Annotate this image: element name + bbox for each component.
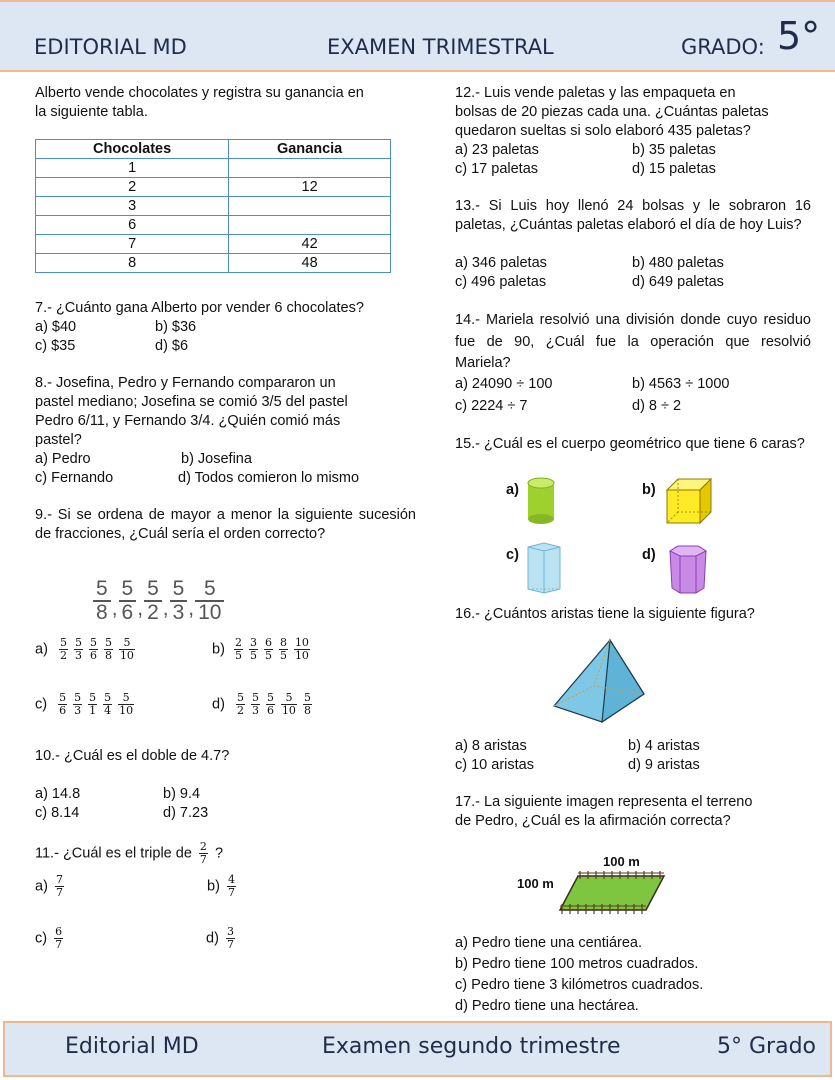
numerator: 5 bbox=[144, 578, 162, 602]
q17-question-line-2: de Pedro, ¿Cuál es la afirmación correcta? bbox=[455, 813, 731, 829]
q16-option-b[interactable]: b) 4 aristas bbox=[628, 738, 700, 754]
footer-exam-name: Examen segundo trimestre bbox=[322, 1034, 621, 1059]
numerator: 2 bbox=[199, 840, 207, 853]
fraction bbox=[73, 692, 82, 717]
page-header bbox=[0, 0, 835, 72]
denominator: 7 bbox=[227, 886, 235, 899]
q10-option-a[interactable]: a) 14.8 bbox=[35, 786, 81, 802]
denominator: 7 bbox=[226, 938, 234, 951]
table-cell bbox=[229, 159, 391, 178]
denominator: 1 bbox=[89, 704, 97, 717]
q7-option-a[interactable]: a) $40 bbox=[35, 319, 77, 335]
numerator: 3 bbox=[226, 925, 234, 938]
denominator: 10 bbox=[281, 704, 296, 717]
numerator: 5 bbox=[303, 691, 311, 704]
numerator: 5 bbox=[93, 578, 111, 602]
numerator: 5 bbox=[251, 691, 259, 704]
numerator: 5 bbox=[281, 692, 297, 705]
numerator: 5 bbox=[89, 636, 97, 649]
q11-question bbox=[35, 841, 223, 866]
table-cell: 2 bbox=[36, 178, 229, 197]
q12-question-line-1: 12.- Luis vende paletas y las empaqueta en bbox=[455, 85, 736, 101]
q14-option-a[interactable]: a) 24090 ÷ 100 bbox=[455, 376, 553, 392]
denominator: 5 bbox=[234, 649, 242, 662]
fraction bbox=[294, 637, 310, 662]
q8-question-line-3: Pedro 6/11, y Fernando 3/4. ¿Quién comió más bbox=[35, 413, 341, 429]
denominator: 3 bbox=[74, 649, 82, 662]
q11-option-b-label: b) bbox=[207, 878, 220, 895]
fraction bbox=[234, 637, 243, 662]
denominator: 2 bbox=[236, 704, 244, 717]
q11-option-c-fraction bbox=[54, 926, 63, 951]
denominator: 10 bbox=[198, 601, 222, 624]
q13-option-a[interactable]: a) 346 paletas bbox=[455, 255, 547, 271]
fraction bbox=[104, 637, 113, 662]
q16-option-d[interactable]: d) 9 aristas bbox=[628, 757, 700, 773]
fraction bbox=[119, 637, 135, 662]
q17-dimension-left: 100 m bbox=[517, 876, 554, 891]
q11-option-a-fraction bbox=[55, 874, 64, 899]
q9-option-b-label: b) bbox=[212, 641, 225, 658]
table-cell: 12 bbox=[229, 178, 391, 197]
denominator: 6 bbox=[59, 704, 67, 717]
q17-option-c[interactable]: c) Pedro tiene 3 kilómetros cuadrados. bbox=[455, 977, 704, 993]
q11-option-b[interactable] bbox=[207, 874, 239, 899]
q16-option-a[interactable]: a) 8 aristas bbox=[455, 738, 527, 754]
q11-question-fraction bbox=[199, 841, 208, 866]
q12-question-line-2: bolsas de 20 piezas cada una. ¿Cuántas paletas bbox=[455, 104, 769, 120]
q8-option-a[interactable]: a) Pedro bbox=[35, 451, 91, 467]
table-cell: 6 bbox=[36, 216, 229, 235]
q9-option-a[interactable] bbox=[35, 637, 138, 662]
fraction bbox=[249, 637, 258, 662]
q9-question: 9.- Si se ordena de mayor a menor la siguiente sucesión de fracciones, ¿Cuál sería el orden correcto? bbox=[35, 507, 416, 542]
header-title: EXAMEN TRIMESTRAL bbox=[327, 35, 554, 59]
q9-option-c[interactable] bbox=[35, 692, 137, 717]
denominator: 7 bbox=[55, 938, 63, 951]
q9-option-d-fractions bbox=[233, 691, 315, 717]
page-footer bbox=[3, 1021, 832, 1077]
denominator: 5 bbox=[264, 649, 272, 662]
q17-option-a[interactable]: a) Pedro tiene una centiárea. bbox=[455, 935, 643, 951]
table-row bbox=[36, 254, 391, 273]
numerator: 5 bbox=[104, 636, 112, 649]
cube-icon[interactable] bbox=[664, 476, 714, 526]
numerator: 5 bbox=[266, 691, 274, 704]
q14-option-c[interactable]: c) 2224 ÷ 7 bbox=[455, 398, 528, 414]
q7-question: 7.- ¿Cuánto gana Alberto por vender 6 chocolates? bbox=[35, 300, 364, 316]
cylinder-icon[interactable] bbox=[526, 477, 556, 525]
q16-question: 16.- ¿Cuántos aristas tiene la siguiente figura? bbox=[455, 606, 755, 622]
q13-option-c[interactable]: c) 496 paletas bbox=[455, 274, 547, 290]
q11-option-a[interactable] bbox=[35, 874, 67, 899]
q9-option-c-fractions bbox=[55, 691, 137, 717]
denominator: 7 bbox=[55, 886, 63, 899]
denominator: 7 bbox=[199, 853, 207, 866]
q15-question: 15.- ¿Cuál es el cuerpo geométrico que tiene 6 caras? bbox=[455, 436, 805, 452]
table-cell: 3 bbox=[36, 197, 229, 216]
fraction bbox=[59, 637, 68, 662]
q10-question: 10.- ¿Cuál es el doble de 4.7? bbox=[35, 748, 230, 764]
numerator: 5 bbox=[74, 691, 82, 704]
table-cell: 7 bbox=[36, 235, 229, 254]
fraction bbox=[279, 637, 288, 662]
denominator: 6 bbox=[89, 649, 97, 662]
q12-option-c[interactable]: c) 17 paletas bbox=[455, 161, 539, 177]
q17-question-line-1: 17.- La siguiente imagen representa el terreno bbox=[455, 794, 753, 810]
q11-option-a-label: a) bbox=[35, 878, 48, 895]
fraction bbox=[195, 578, 224, 624]
q12-option-d[interactable]: d) 15 paletas bbox=[632, 161, 716, 177]
q9-option-b-fractions bbox=[231, 636, 313, 662]
q17-option-b[interactable]: b) Pedro tiene 100 metros cuadrados. bbox=[455, 956, 699, 972]
q15-option-c-label[interactable]: c) bbox=[506, 547, 519, 563]
denominator: 10 bbox=[119, 649, 134, 662]
square-pyramid-figure bbox=[552, 638, 646, 724]
q8-question-line-4: pastel? bbox=[35, 432, 82, 448]
q11-option-d[interactable] bbox=[206, 926, 238, 951]
q10-option-c[interactable]: c) 8.14 bbox=[35, 805, 80, 821]
table-header-ganancia: Ganancia bbox=[229, 140, 391, 159]
q14-option-b[interactable]: b) 4563 ÷ 1000 bbox=[632, 376, 730, 392]
q11-option-d-fraction bbox=[226, 926, 235, 951]
q11-option-b-fraction bbox=[227, 874, 236, 899]
denominator: 2 bbox=[59, 649, 67, 662]
q8-option-d[interactable]: d) Todos comieron lo mismo bbox=[178, 470, 360, 486]
table-row bbox=[36, 216, 391, 235]
q7-option-c[interactable]: c) $35 bbox=[35, 338, 76, 354]
comma: , bbox=[111, 597, 118, 620]
q15-option-d-label[interactable]: d) bbox=[642, 547, 656, 563]
q8-question-line-1: 8.- Josefina, Pedro y Fernando compararon un bbox=[35, 375, 336, 391]
numerator: 10 bbox=[294, 636, 309, 649]
q10-option-b[interactable]: b) 9.4 bbox=[163, 786, 201, 802]
q12-option-a[interactable]: a) 23 paletas bbox=[455, 142, 539, 158]
denominator: 4 bbox=[104, 704, 112, 717]
q7-option-b[interactable]: b) $36 bbox=[155, 319, 197, 335]
numerator: 6 bbox=[264, 636, 272, 649]
q17-dimension-top: 100 m bbox=[603, 854, 640, 869]
numerator: 8 bbox=[279, 636, 287, 649]
numerator: 5 bbox=[59, 691, 67, 704]
numerator: 5 bbox=[89, 691, 97, 704]
comma: , bbox=[162, 597, 169, 620]
q9-option-d[interactable] bbox=[212, 692, 315, 717]
q7-option-d[interactable]: d) $6 bbox=[155, 338, 189, 354]
numerator: 5 bbox=[236, 691, 244, 704]
q11-question-mark: ? bbox=[214, 845, 224, 862]
denominator: 3 bbox=[172, 601, 185, 624]
denominator: 8 bbox=[104, 649, 112, 662]
numerator: 7 bbox=[55, 873, 63, 886]
table-cell: 42 bbox=[229, 235, 391, 254]
q11-option-d-label: d) bbox=[206, 930, 219, 947]
fraction bbox=[303, 692, 312, 717]
fraction bbox=[251, 692, 260, 717]
q17-option-d[interactable]: d) Pedro tiene una hectárea. bbox=[455, 998, 639, 1014]
denominator: 6 bbox=[266, 704, 274, 717]
denominator: 8 bbox=[96, 601, 108, 624]
fraction bbox=[74, 637, 83, 662]
denominator: 6 bbox=[121, 601, 134, 624]
denominator: 2 bbox=[147, 601, 159, 624]
table-cell: 48 bbox=[229, 254, 391, 273]
q16-option-c[interactable]: c) 10 aristas bbox=[455, 757, 534, 773]
q9-fraction-sequence bbox=[92, 578, 225, 624]
q11-option-c-label: c) bbox=[35, 930, 48, 947]
numerator: 5 bbox=[119, 578, 137, 602]
comma: , bbox=[137, 597, 144, 620]
fraction bbox=[281, 692, 297, 717]
q10-option-d[interactable]: d) 7.23 bbox=[163, 805, 209, 821]
q11-option-c[interactable] bbox=[35, 926, 66, 951]
q8-option-c[interactable]: c) Fernando bbox=[35, 470, 114, 486]
fraction bbox=[103, 692, 112, 717]
fraction bbox=[144, 578, 162, 624]
denominator: 10 bbox=[119, 704, 134, 717]
numerator: 5 bbox=[104, 691, 112, 704]
fraction bbox=[89, 637, 98, 662]
footer-publisher: Editorial MD bbox=[65, 1034, 199, 1059]
q9-option-b[interactable] bbox=[212, 637, 313, 662]
numerator: 3 bbox=[249, 636, 257, 649]
fenced-land-figure bbox=[556, 870, 668, 918]
fraction bbox=[266, 692, 275, 717]
q14-question: 14.- Mariela resolvió una división donde cuyo residuo fue de 90, ¿Cuál fue la operación que resolvió Mariela? bbox=[455, 312, 811, 371]
footer-grade: 5° Grado bbox=[717, 1034, 816, 1059]
q14-option-d[interactable]: d) 8 ÷ 2 bbox=[632, 398, 682, 414]
table-row bbox=[36, 235, 391, 254]
numerator: 6 bbox=[55, 925, 63, 938]
q12-option-b[interactable]: b) 35 paletas bbox=[632, 142, 716, 158]
table-cell bbox=[229, 197, 391, 216]
q12-question-line-3: quedaron sueltas si solo elaboró 435 paletas? bbox=[455, 123, 751, 139]
numerator: 5 bbox=[74, 636, 82, 649]
intro-line-1: Alberto vende chocolates y registra su ganancia en bbox=[35, 85, 364, 101]
fraction bbox=[118, 692, 134, 717]
header-grade-label: GRADO: bbox=[681, 35, 765, 59]
numerator: 5 bbox=[59, 636, 67, 649]
fraction bbox=[236, 692, 245, 717]
chocolate-table bbox=[35, 139, 391, 273]
q13-question: 13.- Si Luis hoy llenó 24 bolsas y le sobraron 16 paletas, ¿Cuántas paletas elaboró el día de hoy Luis? bbox=[455, 198, 811, 233]
comma: , bbox=[188, 597, 195, 620]
numerator: 5 bbox=[118, 692, 134, 705]
fraction bbox=[264, 637, 273, 662]
denominator: 10 bbox=[294, 649, 309, 662]
numerator: 5 bbox=[195, 578, 224, 602]
pentagonal-prism-icon[interactable] bbox=[668, 543, 708, 595]
numerator: 4 bbox=[227, 873, 235, 886]
denominator: 5 bbox=[249, 649, 257, 662]
numerator: 2 bbox=[234, 636, 242, 649]
fraction bbox=[119, 578, 137, 624]
fraction bbox=[58, 692, 67, 717]
q13-option-d[interactable]: d) 649 paletas bbox=[632, 274, 724, 290]
q13-option-b[interactable]: b) 480 paletas bbox=[632, 255, 724, 271]
intro-line-2: la siguiente tabla. bbox=[35, 104, 148, 120]
table-row bbox=[36, 197, 391, 216]
q9-option-d-label: d) bbox=[212, 696, 225, 713]
numerator: 5 bbox=[119, 637, 135, 650]
table-header-chocolates: Chocolates bbox=[36, 140, 229, 159]
table-cell: 8 bbox=[36, 254, 229, 273]
table-cell bbox=[229, 216, 391, 235]
q15-option-b-label[interactable]: b) bbox=[642, 482, 656, 498]
header-grade-value: 5° bbox=[777, 14, 821, 58]
table-cell: 1 bbox=[36, 159, 229, 178]
q9-option-a-fractions bbox=[56, 636, 138, 662]
fraction bbox=[88, 692, 97, 717]
fraction bbox=[170, 578, 188, 624]
triangular-prism-icon[interactable] bbox=[524, 541, 564, 595]
fraction bbox=[93, 578, 111, 624]
denominator: 5 bbox=[279, 649, 287, 662]
denominator: 8 bbox=[303, 704, 311, 717]
q15-option-a-label[interactable]: a) bbox=[506, 482, 519, 498]
denominator: 3 bbox=[251, 704, 259, 717]
q11-question-text: 11.- ¿Cuál es el triple de bbox=[35, 845, 192, 862]
header-publisher: EDITORIAL MD bbox=[34, 35, 187, 59]
table-row bbox=[36, 178, 391, 197]
q8-option-b[interactable]: b) Josefina bbox=[181, 451, 252, 467]
denominator: 3 bbox=[74, 704, 82, 717]
q8-question-line-2: pastel mediano; Josefina se comió 3/5 del pastel bbox=[35, 394, 348, 410]
q9-option-c-label: c) bbox=[35, 696, 48, 713]
table-row bbox=[36, 159, 391, 178]
q9-option-a-label: a) bbox=[35, 641, 48, 658]
numerator: 5 bbox=[170, 578, 188, 602]
